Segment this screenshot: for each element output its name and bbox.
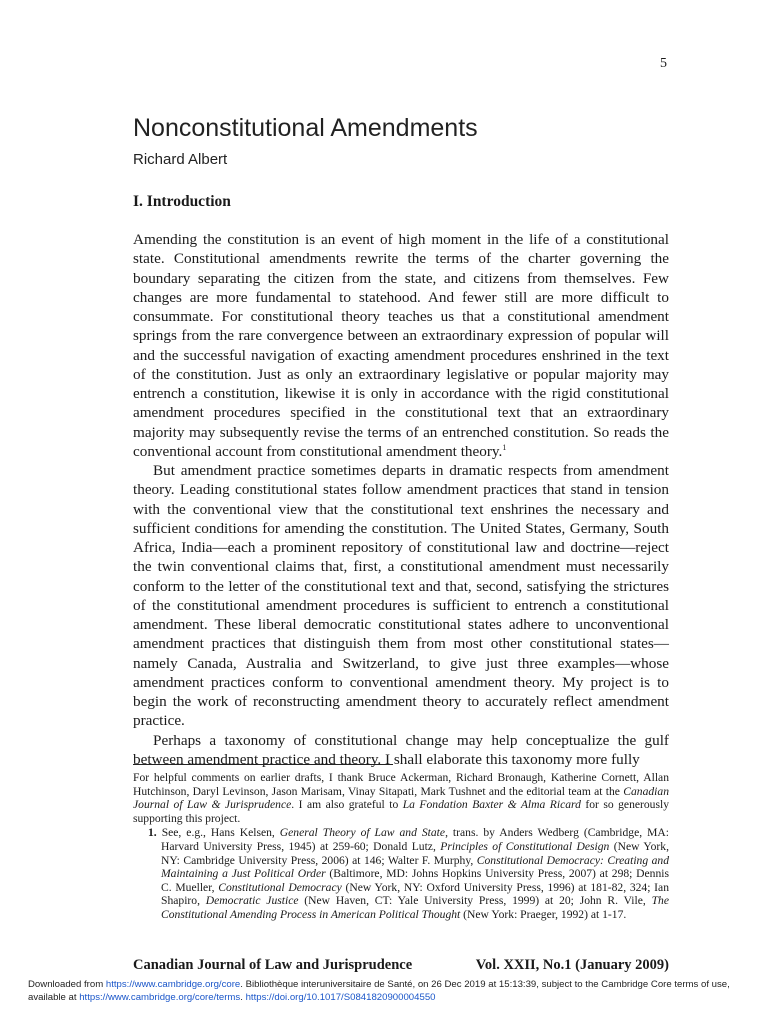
paragraph-2: But amendment practice sometimes departs in dramatic respects from amendment theory. Leading constitutional states follow amendment practices that stand in tension with the conventional view that the constitutional text enshrines the necessary and sufficient conditions for amending the constitution. The United States, Germany, South Africa, India—each a prominent repository of constitutional law and doctrine—reject the twin conventional claims that, first, a constitutional amendment must necessarily conform to the letter of the constitutional text and that, second, satisfying the strictures of the constitutional amendment procedures is sufficient to entrench a constitutional amendment. These liberal democratic constitutional states adhere to unconventional amendment practices that distinguish them from most other constitutional states—namely Canada, Australia and Switzerland, to give just three examples—whose amendment practices conform to conventional amendment theory. My project is to begin the work of reconstructing amendment theory to accurately reflect amendment practice. xyxy=(133,462,669,730)
journal-issue: Vol. XXII, No.1 (January 2009) xyxy=(475,957,669,973)
ack-text-1: For helpful comments on earlier drafts, I thank Bruce Ackerman, Richard Bronaugh, Katherine Cornett, Allan Hutchinson, Daryl Levinson, Jason Marisam, Vinay Sitapati, Mark Tushnet and the editorial team at the xyxy=(133,771,669,798)
footnote-1-segment: (Baltimore, MD: Johns Hopkins University Press, 2007) at 298; Dennis C. Mueller, xyxy=(161,867,669,894)
footnote-1-cited-title: Constitutional Democracy xyxy=(218,880,342,894)
section-heading: I. Introduction xyxy=(133,193,231,210)
footnote-1-cited-title: General Theory of Law and State xyxy=(279,826,446,840)
download-prefix: Downloaded from xyxy=(28,979,106,990)
paragraph-3: Perhaps a taxonomy of constitutional change may help conceptualize the gulf between amendment practice and theory. I shall elaborate this taxonomy more fully xyxy=(133,731,669,768)
core-link[interactable]: https://www.cambridge.org/core xyxy=(105,979,241,990)
page-number: 5 xyxy=(660,56,667,71)
body-text xyxy=(133,230,669,769)
footnote-1-segment: (New York, NY: Oxford University Press, 1996) at 181-82, 324; Ian Shapiro, xyxy=(161,880,669,908)
footnote-1-segment: (New York, NY: Cambridge University Press, 2006) at 146; Walter F. Murphy, xyxy=(161,839,669,867)
download-separator: . xyxy=(240,992,246,1003)
footnote-reference[interactable]: 1 xyxy=(502,442,507,452)
ack-journal-name: Canadian Journal of Law & Jurisprudence xyxy=(133,784,669,812)
footnote-1-cited-title: Democratic Justice xyxy=(205,894,299,908)
journal-footer xyxy=(133,957,669,974)
journal-name: Canadian Journal of Law and Jurisprudence xyxy=(133,957,413,973)
doi-link[interactable]: https://doi.org/10.1017/S0841820900004550 xyxy=(245,992,436,1003)
ack-foundation-name: La Fondation Baxter & Alma Ricard xyxy=(402,798,581,812)
paragraph-1 xyxy=(133,230,669,461)
footnote-1-segment: , trans. by Anders Wedberg (Cambridge, MA: Harvard University Press, 1945) at 259-60; Donald Lutz, xyxy=(161,826,669,853)
terms-link[interactable]: https://www.cambridge.org/core/terms xyxy=(79,992,241,1003)
article-author: Richard Albert xyxy=(133,151,228,168)
footnote-1-cited-title: Constitutional Democracy: Creating and Maintaining a Just Political Order xyxy=(161,853,669,881)
ack-text-3: for so generously supporting this project. xyxy=(133,798,669,825)
footnote-1-segment: See, e.g., Hans Kelsen, xyxy=(161,826,280,840)
footnote-1-number: 1. xyxy=(148,826,157,840)
footnote-1-text xyxy=(161,826,669,921)
footnote-1-cited-title: The Constitutional Amending Process in American Political Thought xyxy=(161,894,669,921)
download-middle: . Bibliothèque interuniversitaire de Santé, on 26 Dec 2019 at 15:13:39, subject to the Cambridge Core terms of use, available at xyxy=(28,979,730,1003)
download-notice xyxy=(28,978,752,1004)
acknowledgement-note xyxy=(133,771,669,825)
footnote-1-segment: (New York: Praeger, 1992) at 1-17. xyxy=(460,907,627,921)
footnote-1-segment: (New Haven, CT: Yale University Press, 1999) at 20; John R. Vile, xyxy=(298,894,652,908)
footnote-divider xyxy=(133,764,393,765)
paragraph-1-text: Amending the constitution is an event of high moment in the life of a constitutional state. Constitutional amendments rewrite the terms of the charter governing the boundary separating the citizen from the state, and citizens from themselves. Few changes are more fundamental to statehood. And fewer still are more difficult to consummate. For constitutional theory teaches us that a constitutional amendment springs from the rare convergence between an extraordinary expression of popular will and the successful navigation of exacting amendment procedures enshrined in the text of the constitution. Just as only an extraordinary legislative or popular majority may entrench a constitution, likewise it is only in accordance with the rigid constitutional amendment procedures specified in the constitutional text that an extraordinary majority may subsequently revise the terms of an entrenched constitution. So reads the conventional account from constitutional amendment theory. xyxy=(133,231,669,460)
article-title: Nonconstitutional Amendments xyxy=(133,114,478,142)
footnotes xyxy=(133,771,669,922)
footnote-1-cited-title: Principles of Constitutional Design xyxy=(440,839,610,853)
ack-text-2: . I am also grateful to xyxy=(291,798,403,812)
footnote-1 xyxy=(148,826,669,921)
